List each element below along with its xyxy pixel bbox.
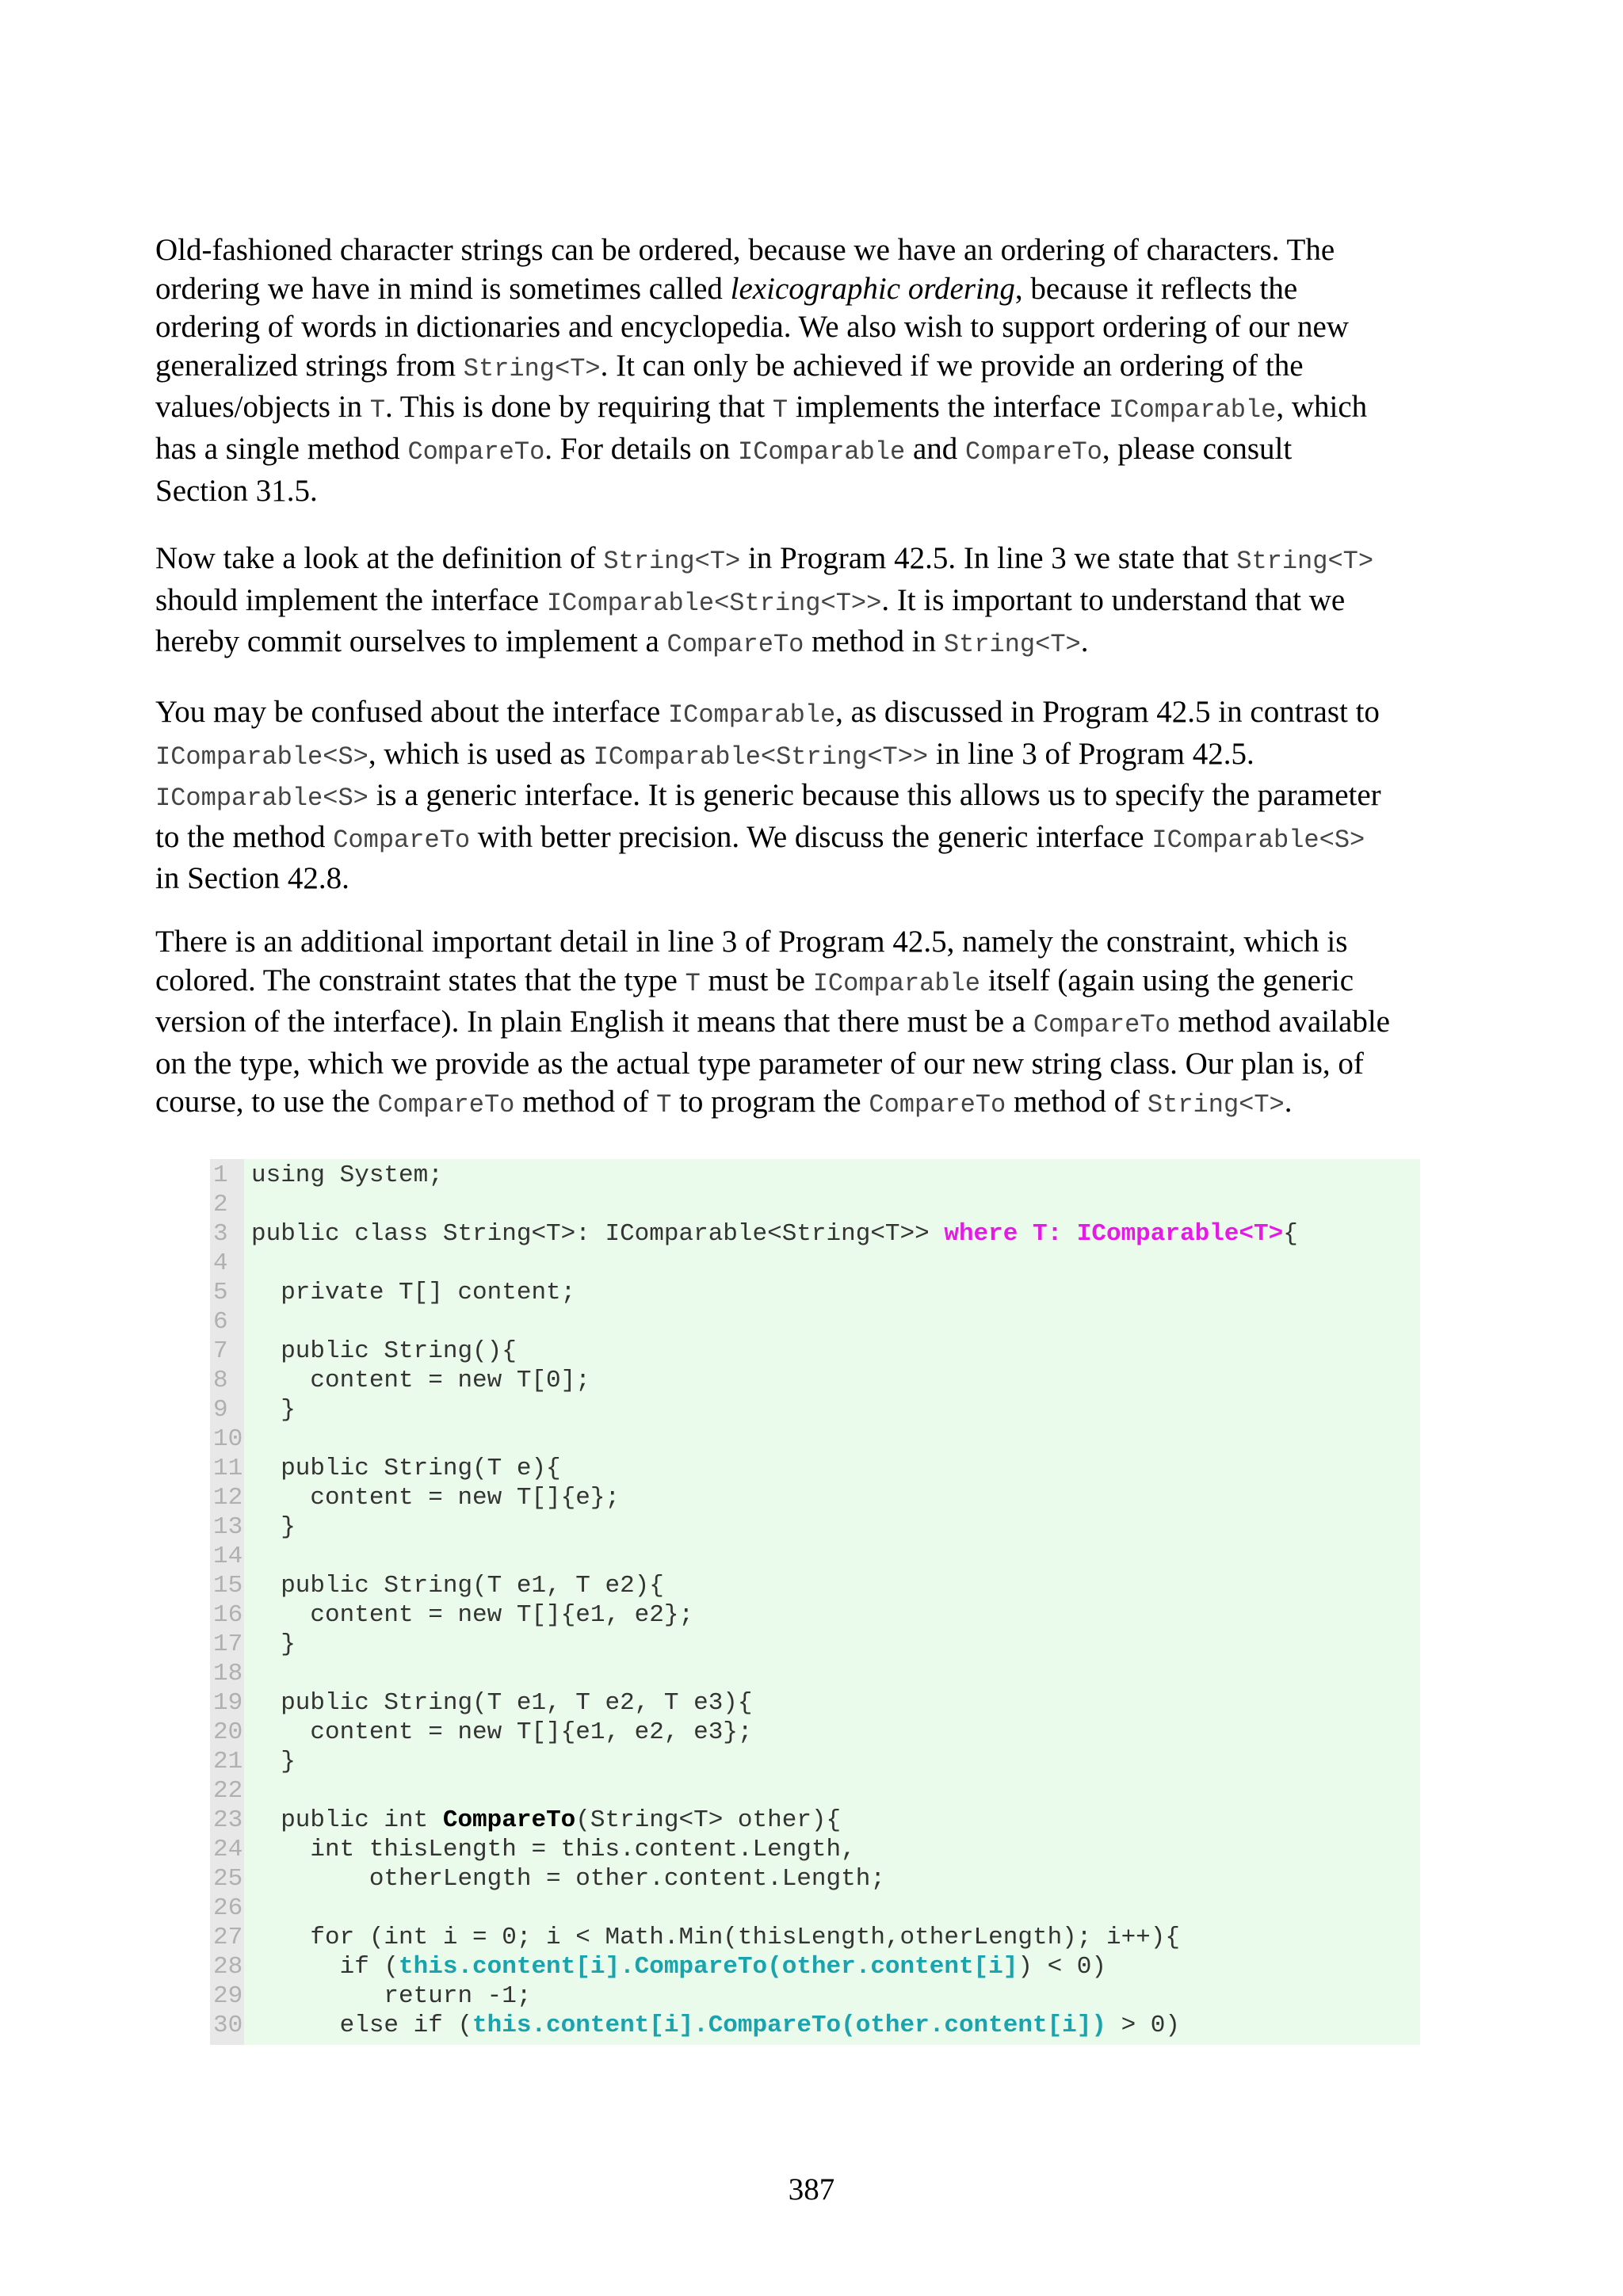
paragraph-text-run: method of (1006, 1085, 1148, 1119)
highlighted-comparison: this.content[i].CompareTo(other.content[i] (399, 1953, 1018, 1981)
code-text: > 0) (1106, 2012, 1180, 2039)
inline-code: T (369, 395, 385, 425)
paragraph-text-run: implements the interface (788, 390, 1109, 425)
line-number: 11 (213, 1455, 243, 1482)
paragraph-text-run: Old-fashioned character strings can be ordered, because we have an ordering of characters. The ordering we have in mind is sometimes called (155, 233, 1335, 306)
paragraph-text (155, 231, 1479, 510)
paragraph-text-run: method available on the type, which we provide as the actual type parameter of our new string class. Our plan is, of course, to use the (155, 1005, 1390, 1119)
code-text: public String(T e1, T e2, T e3){ (251, 1689, 753, 1717)
code-line (210, 1952, 1420, 1981)
line-code (251, 1512, 296, 1542)
code-text: public int (251, 1806, 443, 1834)
code-line (210, 1278, 1420, 1307)
code-text: private T[] content; (251, 1279, 576, 1306)
line-code (251, 1864, 885, 1894)
code-line (210, 1776, 1420, 1806)
line-number: 14 (213, 1543, 243, 1570)
code-text: if ( (251, 1953, 399, 1981)
inline-code: CompareTo (1033, 1010, 1170, 1040)
code-text: } (251, 1513, 296, 1541)
code-line (210, 1571, 1420, 1600)
code-line (210, 1161, 1420, 1190)
code-line (210, 1600, 1420, 1630)
code-text: } (251, 1748, 296, 1775)
line-number: 8 (213, 1367, 228, 1394)
line-code (251, 1952, 1106, 1981)
line-number: 20 (213, 1718, 243, 1746)
line-number: 28 (213, 1953, 243, 1981)
line-code (251, 1454, 561, 1483)
code-text: content = new T[]{e}; (251, 1484, 621, 1512)
inline-code: CompareTo (407, 437, 545, 467)
paragraph-text-run: , which has a single method (155, 390, 1368, 466)
paragraph-text-run: . (1080, 624, 1089, 659)
inline-code: IComparable<S> (155, 742, 369, 772)
code-line (210, 1337, 1420, 1366)
code-text: public String(){ (251, 1337, 517, 1365)
code-line (210, 1425, 1420, 1454)
inline-code: IComparable<String<T>> (593, 742, 929, 772)
paragraph-text-run: You may be confused about the interface (155, 695, 668, 729)
code-text: content = new T[]{e1, e2, e3}; (251, 1718, 753, 1746)
line-code (251, 1718, 753, 1747)
inline-code: IComparable (1109, 395, 1277, 425)
line-number: 9 (213, 1396, 228, 1424)
code-text: } (251, 1630, 296, 1658)
code-line (210, 1483, 1420, 1512)
code-text: } (251, 1396, 296, 1424)
line-number: 27 (213, 1924, 243, 1951)
line-number: 15 (213, 1572, 243, 1600)
code-line (210, 1864, 1420, 1894)
line-number: 6 (213, 1308, 228, 1336)
code-line (210, 1190, 1420, 1219)
line-code (251, 2011, 1180, 2040)
paragraph-text (155, 923, 1479, 1125)
code-line (210, 1219, 1420, 1249)
paragraph-lexicographic-ordering (155, 231, 1479, 510)
code-text: return -1; (251, 1982, 532, 2010)
paragraph-text-run: . For details on (544, 431, 738, 466)
code-line (210, 1630, 1420, 1659)
paragraph-text-run: , please consult Section 31.5. (155, 431, 1293, 508)
code-text: ) < 0) (1018, 1953, 1106, 1981)
paragraph-string-definition (155, 540, 1479, 665)
code-line (210, 1981, 1420, 2011)
paragraph-text-run: There is an additional important detail in line 3 of Program 42.5, namely the constraint, which is colored. The constraint states that the type (155, 925, 1348, 997)
line-number: 22 (213, 1777, 243, 1805)
line-number: 25 (213, 1865, 243, 1893)
code-text: content = new T[]{e1, e2}; (251, 1601, 694, 1629)
line-number: 3 (213, 1220, 228, 1248)
line-number: 18 (213, 1660, 243, 1688)
line-number: 5 (213, 1279, 228, 1306)
paragraph-text-run: in line 3 of Program 42.5. (935, 736, 1254, 771)
line-number: 26 (213, 1894, 243, 1922)
code-line (210, 1718, 1420, 1747)
line-code (251, 1278, 575, 1307)
inline-code: CompareTo (377, 1090, 515, 1120)
line-number: 30 (213, 2012, 243, 2039)
line-code (251, 1806, 841, 1835)
line-number: 17 (213, 1630, 243, 1658)
code-line (210, 1307, 1420, 1337)
inline-code: String<T> (1147, 1090, 1285, 1120)
line-number: 13 (213, 1513, 243, 1541)
code-line (210, 1512, 1420, 1542)
inline-code: IComparable<String<T>> (546, 588, 882, 618)
line-number: 7 (213, 1337, 228, 1365)
inline-code: IComparable<S> (155, 784, 369, 814)
paragraph-text-run: , because it reflects the ordering of words in dictionaries and encyclopedia. We also wish to support ordering of our new generalized strings from (155, 271, 1349, 383)
line-code (251, 1688, 753, 1718)
paragraph-text-run: to program the (671, 1085, 869, 1119)
line-number: 12 (213, 1484, 243, 1512)
line-number: 4 (213, 1249, 228, 1277)
code-line (210, 1542, 1420, 1571)
paragraph-text-run: . (1284, 1085, 1293, 1119)
inline-code: String<T> (943, 630, 1081, 660)
line-number: 10 (213, 1425, 243, 1453)
line-code (251, 1219, 1298, 1249)
line-number: 1 (213, 1161, 228, 1189)
paragraph-text-run: in Program 42.5. In line 3 we state that (740, 541, 1237, 575)
paragraph-text-run: Now take a look at the definition of (155, 541, 604, 575)
code-line (210, 1835, 1420, 1864)
inline-code: IComparable (667, 700, 836, 730)
inline-code: CompareTo (333, 825, 471, 855)
line-code (251, 1600, 693, 1630)
line-number: 21 (213, 1748, 243, 1775)
code-text: public class String<T>: IComparable<String<T>> (251, 1220, 945, 1248)
paragraph-text-run: with better precision. We discuss the generic interface (470, 819, 1152, 854)
line-number: 2 (213, 1191, 228, 1219)
inline-code: CompareTo (666, 630, 804, 660)
line-code (251, 1337, 517, 1366)
inline-code: CompareTo (869, 1090, 1006, 1120)
line-code (251, 1835, 856, 1864)
paragraph-text-run: itself (again using the generic version of the interface). In plain English it means that there must be a (155, 963, 1354, 1039)
paragraph-text (155, 540, 1479, 665)
paragraph-text-run: is a generic interface. It is generic because this allows us to specify the parameter to the method (155, 778, 1381, 854)
paragraph-text-run: . It can only be achieved if we provide an ordering of the values/objects in (155, 348, 1304, 425)
paragraph-text-run: should implement the interface (155, 582, 540, 617)
paragraph-text (155, 693, 1479, 898)
code-line (210, 1923, 1420, 1952)
paragraph-generic-interface (155, 693, 1479, 898)
emphasized-term: lexicographic ordering (730, 271, 1015, 306)
code-line (210, 1688, 1420, 1718)
paragraph-text-run: . This is done by requiring that (384, 390, 773, 425)
code-line (210, 1249, 1420, 1278)
code-listing (210, 1159, 1420, 2045)
inline-code: T (656, 1090, 672, 1120)
line-code (251, 1630, 296, 1659)
inline-code: String<T> (463, 353, 601, 383)
code-text: public String(T e1, T e2){ (251, 1572, 664, 1600)
code-line (210, 1747, 1420, 1776)
line-code (251, 1161, 443, 1190)
inline-code: IComparable (812, 968, 980, 998)
method-name: CompareTo (442, 1806, 576, 1834)
code-text: public String(T e){ (251, 1455, 561, 1482)
code-line (210, 1894, 1420, 1923)
line-number: 24 (213, 1836, 243, 1863)
code-line (210, 1454, 1420, 1483)
line-code (251, 1981, 531, 2011)
code-text: content = new T[0]; (251, 1367, 590, 1394)
code-text: using System; (251, 1161, 443, 1189)
line-code (251, 1483, 620, 1512)
page-number: 387 (788, 2172, 835, 2206)
paragraph-type-constraint (155, 923, 1479, 1125)
inline-code: T (685, 968, 701, 998)
code-line (210, 1659, 1420, 1688)
code-text: (String<T> other){ (575, 1806, 842, 1834)
line-code (251, 1747, 296, 1776)
code-line (210, 1806, 1420, 1835)
code-line (210, 1395, 1420, 1425)
line-code (251, 1395, 296, 1425)
inline-code: IComparable (738, 437, 906, 467)
line-number: 19 (213, 1689, 243, 1717)
line-number: 29 (213, 1982, 243, 2010)
code-text: for (int i = 0; i < Math.Min(thisLength,otherLength); i++){ (251, 1924, 1180, 1951)
inline-code: String<T> (1236, 547, 1374, 576)
paragraph-text-run: and (905, 431, 966, 466)
line-code (251, 1923, 1180, 1952)
line-code (251, 1366, 590, 1395)
highlighted-constraint: where T: IComparable<T> (944, 1220, 1284, 1248)
paragraph-text-run: must be (700, 963, 813, 997)
inline-code: IComparable<S> (1151, 825, 1365, 855)
paragraph-text-run: . It is important to understand that we hereby commit ourselves to implement a (155, 582, 1346, 659)
code-line (210, 1366, 1420, 1395)
paragraph-text-run: , which is used as (368, 736, 594, 771)
line-number: 23 (213, 1806, 243, 1834)
paragraph-text-run: method of (514, 1085, 657, 1119)
code-line (210, 2011, 1420, 2040)
code-text: { (1283, 1220, 1298, 1248)
paragraph-text-run: method in (804, 624, 944, 659)
line-number: 16 (213, 1601, 243, 1629)
paragraph-text-run: , as discussed in Program 42.5 in contrast to (835, 695, 1380, 729)
code-text: else if ( (251, 2012, 473, 2039)
inline-code: T (772, 395, 789, 425)
paragraph-text-run: in Section 42.8. (155, 861, 349, 896)
line-code (251, 1571, 664, 1600)
code-text: int thisLength = this.content.Length, (251, 1836, 856, 1863)
code-text: otherLength = other.content.Length; (251, 1865, 885, 1893)
inline-code: CompareTo (965, 437, 1102, 467)
highlighted-comparison: this.content[i].CompareTo(other.content[i]) (472, 2012, 1106, 2039)
inline-code: String<T> (603, 547, 741, 576)
